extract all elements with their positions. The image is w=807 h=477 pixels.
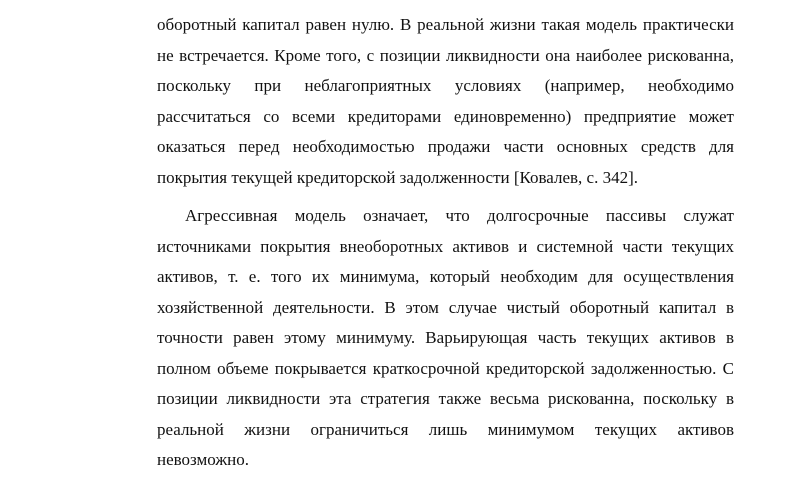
text-line: Агрессивная модель означает, что долгосрочные пассивы служат	[185, 206, 734, 225]
text-line: не встречается. Кроме того, с позиции ликвидности она наиболее рискованна,	[157, 45, 734, 65]
text-line: позиции ликвидности эта стратегия также весьма рискованна, поскольку в	[157, 389, 734, 408]
text-line: покрытия текущей кредиторской задолженности [Ковалев, с. 342].	[157, 167, 639, 187]
text-line: невозможно.	[157, 450, 249, 469]
text-line: источниками покрытия внеоборотных активов и системной части текущих	[157, 236, 734, 256]
text-line: рассчитаться со всеми кредиторами единовременно) предприятие может	[157, 106, 734, 126]
paragraph-1	[157, 10, 734, 193]
paragraph-2	[157, 201, 734, 476]
text-line: активов, т. е. того их минимума, который необходим для осуществления	[157, 267, 734, 286]
text-line: поскольку при неблагоприятных условиях (например, необходимо	[157, 76, 734, 95]
text-line: оборотный капитал равен нулю. В реальной жизни такая модель практически	[157, 15, 734, 34]
document-page	[157, 10, 734, 476]
text-line: хозяйственной деятельности. В этом случае чистый оборотный капитал в	[157, 297, 734, 317]
text-line: реальной жизни ограничиться лишь минимумом текущих активов	[157, 419, 734, 439]
text-line: полном объеме покрывается краткосрочной кредиторской задолженностью. С	[157, 358, 734, 378]
text-line: оказаться перед необходимостью продажи части основных средств для	[157, 137, 734, 156]
text-line: точности равен этому минимуму. Варьирующая часть текущих активов в	[157, 328, 734, 347]
